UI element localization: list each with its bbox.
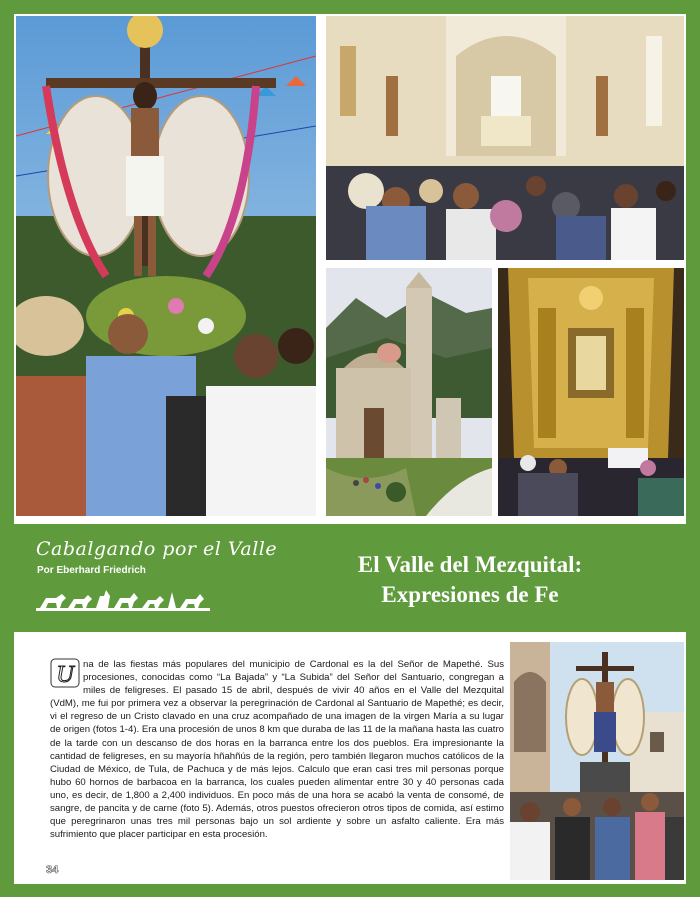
page-number: 34 [46,864,59,876]
heading-line-2: Expresiones de Fe [381,582,559,607]
golden-altarpiece-photo [498,268,684,516]
article-text: na de las fiestas más populares del municipio de Cardonal es la del Señor de Mapethé. Sus procesiones, conocidas como “La Bajada” y “La Subida” del Señor del Santuario, congregan a miles de feligreses. El pasado 15 de abril, después de vivir 40 años en el Valle del Mezquital (VdM), me fui por primera vez a observar la peregrinación de Cardonal al Santuario de Mapethé; es decir, vi el regreso de un Cristo clavado en una cruz acompañado de una imagen de la virgen María a su lugar de origen (fotos 1-4). Era una procesión de unos 8 km que duraba de las 11 de la mañana hasta las cuatro de la tarde con un descanso de dos horas en la barranca entre los dos pueblos. Era impresionante la cantidad de feligreses, en su mayoría hñahñús de la región, pero también llegaron muchos católicos de la Ciudad de México, de Tula, de Pachuca y de más lejos. Calculo que eran casi tres mil personas porque hubo 60 hornos de barbacoa en la barranca, los cuales pueden alimentar entre 30 y 40 personas cada uno, es decir, de 1,800 a 2,400 individuos. En poco más de una hora se acabó la venta de consomé, de sangre, de pancita y de carne (foto 5). Además, otros puestos ofrecieron otros tipos de comida, así estimo que peregrinaron unas tres mil personas bajo un sol ardiente y sobre un asfalto caliente. Era más sufrimiento que placer participar en esta procesión. [50,659,504,841]
crucifix-procession-street-photo [510,642,684,880]
procession-crucifix-photo [16,16,316,516]
author-byline: Por Eberhard Friedrich [37,565,146,576]
church-exterior-mountains-photo [326,268,492,516]
svg-text:U: U [56,662,74,688]
column-title: Cabalgando por el Valle [36,538,278,560]
heading-line-1: El Valle del Mezquital: [357,552,583,577]
article-body [50,658,504,841]
horse-riders-silhouette-icon [36,586,210,614]
article-heading [340,550,600,610]
church-interior-crowd-photo [326,16,684,260]
dropcap-letter [50,658,80,688]
